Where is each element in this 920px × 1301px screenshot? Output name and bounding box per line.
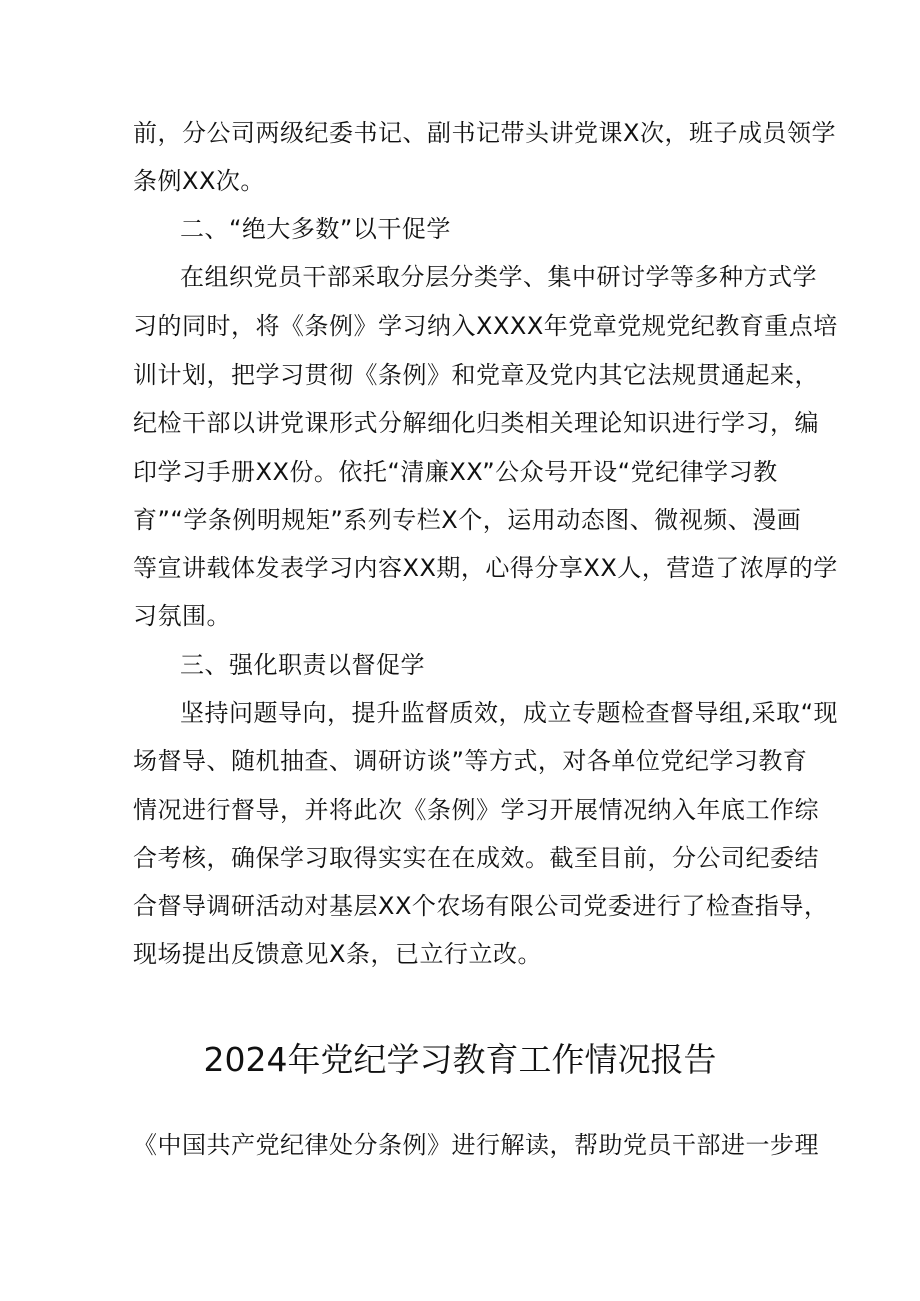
paragraph-line: 场督导、随机抽查、调研访谈”等方式，对各单位党纪学习教育 [133, 747, 808, 775]
paragraph-line: 现场提出反馈意见X条，已立行立改。 [133, 940, 542, 968]
paragraph-line: 习的同时，将《条例》学习纳入XXXX年党章党规党纪教育重点培 [133, 312, 838, 340]
paragraph-line: 合考核，确保学习取得实实在在成效。截至目前，分公司纪委结 [133, 844, 819, 872]
paragraph-line: 训计划，把学习贯彻《条例》和党章及党内其它法规贯通起来， [133, 361, 819, 389]
paragraph-line: 等宣讲载体发表学习内容XX期，心得分享XX人，营造了浓厚的学 [133, 554, 838, 582]
intro-line: 《中国共产党纪律处分条例》进行解读，帮助党员干部进一步理 [133, 1131, 819, 1159]
paragraph-line: 纪检干部以讲党课形式分解细化归类相关理论知识进行学习，编 [133, 409, 819, 437]
paragraph-line: 在组织党员干部采取分层分类学、集中研讨学等多种方式学 [180, 263, 817, 291]
paragraph-line: 坚持问题导向，提升监督质效，成立专题检查督导组,采取“现 [180, 699, 839, 727]
section-heading-three: 三、强化职责以督促学 [180, 651, 425, 679]
paragraph-line: 前，分公司两级纪委书记、副书记带头讲党课X次，班子成员领学 [133, 119, 836, 147]
paragraph-line: 育”“学条例明规矩”系列专栏X个，运用动态图、微视频、漫画 [133, 506, 802, 534]
paragraph-line: 条例XX次。 [133, 167, 265, 195]
paragraph-line: 合督导调研活动对基层XX个农场有限公司党委进行了检查指导， [133, 892, 829, 920]
paragraph-line: 习氛围。 [133, 602, 231, 630]
paragraph-line: 情况进行督导，并将此次《条例》学习开展情况纳入年底工作综 [133, 796, 819, 824]
section-heading-two: 二、“绝大多数”以干促学 [180, 215, 451, 243]
report-title: 2024年党纪学习教育工作情况报告 [203, 1040, 717, 1079]
paragraph-line: 印学习手册XX份。依托“清廉XX”公众号开设“党纪律学习教 [133, 458, 778, 486]
